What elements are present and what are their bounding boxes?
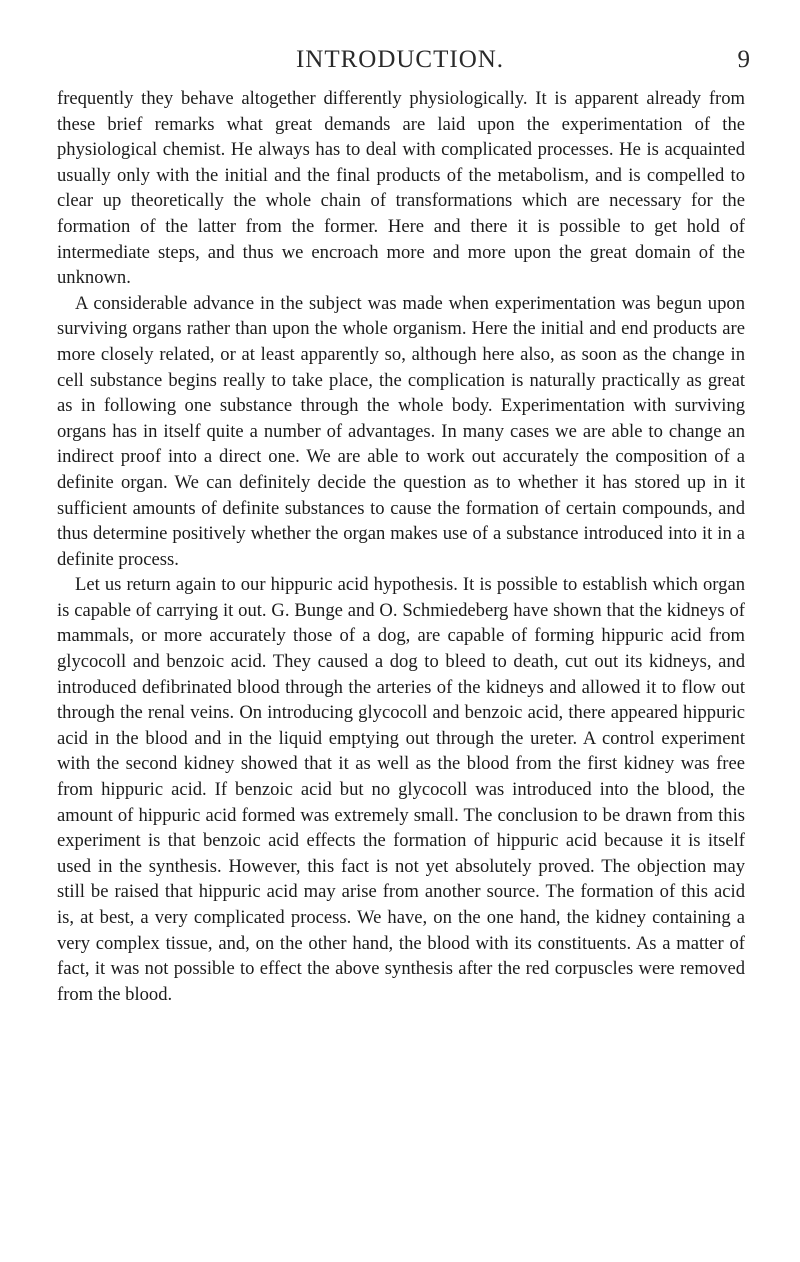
paragraph: Let us return again to our hippuric acid hypothesis. It is possible to establish which organ is capable of carrying it out. G. Bunge and O. Schmiedeberg have shown that the kidneys of mammals, or more accurately those of a dog, are capable of forming hippuric acid from glycocoll and benzoic acid. They caused a dog to bleed to death, cut out its kidneys, and introduced defibrinated blood through the arteries of the kidneys and allowed it to flow out through the renal veins. On introducing glycocoll and benzoic acid, there appeared hippuric acid in the blood and in the liquid emptying out through the ureter. A control experiment with the second kidney showed that it as well as the blood from the first kidney was free from hippuric acid. If benzoic acid but no glycocoll was introduced into the blood, the amount of hippuric acid formed was extremely small. The conclusion to be drawn from this experiment is that benzoic acid effects the formation of hippuric acid because it is itself used in the synthesis. However, this fact is not yet absolutely proved. The objection may still be raised that hippuric acid may arise from another source. The formation of this acid is, at best, a very complicated process. We have, on the one hand, the kidney containing a very complex tissue, and, on the other hand, the blood with its constituents. As a matter of fact, it was not possible to effect the above synthesis after the red corpuscles were removed from the blood. bbox=[57, 574, 745, 1005]
page-number: 9 bbox=[737, 46, 750, 73]
body-text bbox=[57, 86, 745, 1007]
paragraph: A considerable advance in the subject was made when experimentation was begun upon surviving organs rather than upon the whole organism. Here the initial and end products are more closely related, or at least apparently so, although here also, as soon as the change in cell substance begins really to take place, the complication is naturally practically as great as in following one substance through the whole body. Experimentation with surviving organs has in itself quite a number of advantages. In many cases we are able to change an indirect proof into a direct one. We are able to work out accurately the composition of a definite organ. We can definitely decide the question as to whether it has stored up in it sufficient amounts of definite substances to cause the formation of certain compounds, and thus determine positively whether the organ makes use of a substance introduced into it in a definite process. bbox=[57, 292, 745, 570]
chapter-title: INTRODUCTION. bbox=[295, 46, 505, 73]
paragraph-continued: frequently they behave altogether differently physiologically. It is apparent already from these brief remarks what great demands are laid upon the experimentation of the physiological chemist. He always has to deal with complicated processes. He is acquainted usually only with the initial and the final products of the metabolism, and is compelled to clear up theoretically the whole chain of transformations which are necessary for the formation of the latter from the former. Here and there it is possible to get hold of intermediate steps, and thus we encroach more and more upon the great domain of the unknown. bbox=[57, 88, 745, 289]
running-head bbox=[0, 46, 800, 86]
